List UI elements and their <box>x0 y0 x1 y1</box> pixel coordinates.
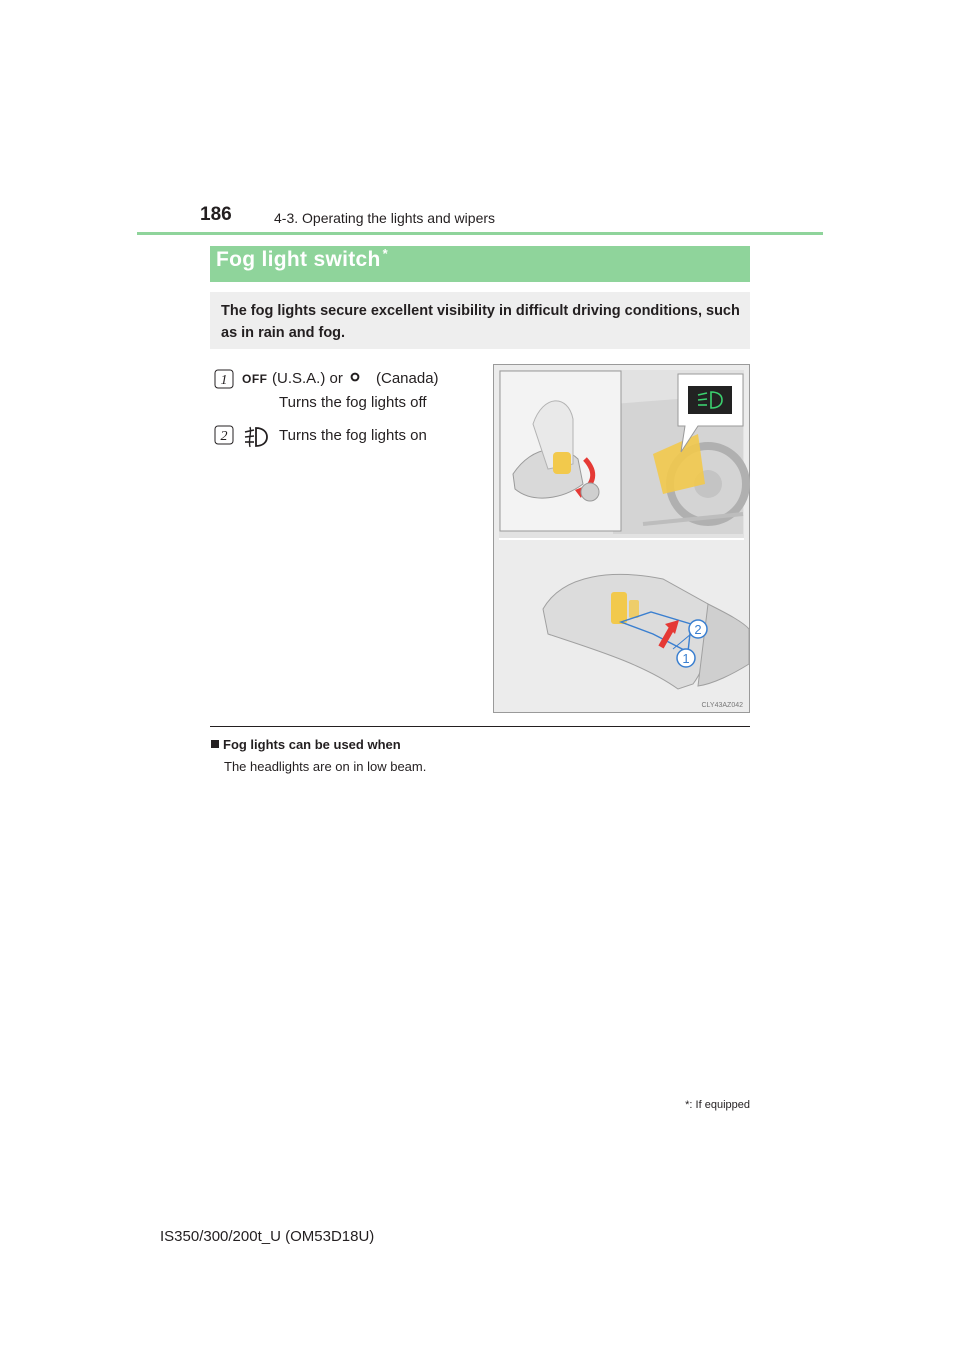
intro-box <box>210 292 750 349</box>
heading-title-text: Fog light switch <box>216 248 381 271</box>
step-number-2: 2 <box>220 429 228 444</box>
step-number-2-icon <box>214 425 234 445</box>
intro-text: The fog lights secure excellent visibility in difficult driving conditions, such as in rain and fog. <box>221 303 740 341</box>
callout-2: 2 <box>694 622 702 637</box>
region-usa-text: (U.S.A.) or <box>272 370 343 387</box>
step-number-1: 1 <box>220 373 228 388</box>
heading-bar <box>210 246 750 282</box>
note-heading-text: Fog lights can be used when <box>223 737 401 752</box>
equipped-star: * <box>382 246 388 261</box>
item-1-description: Turns the fog lights off <box>279 394 427 411</box>
fog-light-switch-illustration <box>493 364 750 713</box>
off-label: OFF <box>242 372 268 386</box>
callout-1: 1 <box>682 651 690 666</box>
front-fog-light-icon <box>242 425 270 449</box>
footnote: *: If equipped <box>685 1099 750 1111</box>
illustration-code: CLY43AZ042 <box>701 702 743 709</box>
section-rule <box>210 726 750 727</box>
page-number: 186 <box>200 204 232 225</box>
light-off-circle-icon <box>350 372 360 382</box>
note-bullet-icon <box>211 740 219 748</box>
note-heading <box>211 737 401 752</box>
region-canada-text: (Canada) <box>376 370 439 387</box>
step-number-1-icon <box>214 369 234 389</box>
note-text: The headlights are on in low beam. <box>224 759 427 774</box>
item-2-description: Turns the fog lights on <box>279 427 427 444</box>
section-title: 4-3. Operating the lights and wipers <box>274 210 496 226</box>
footer-model: IS350/300/200t_U (OM53D18U) <box>160 1228 375 1245</box>
header-rule <box>137 232 823 235</box>
heading-title <box>216 248 388 272</box>
